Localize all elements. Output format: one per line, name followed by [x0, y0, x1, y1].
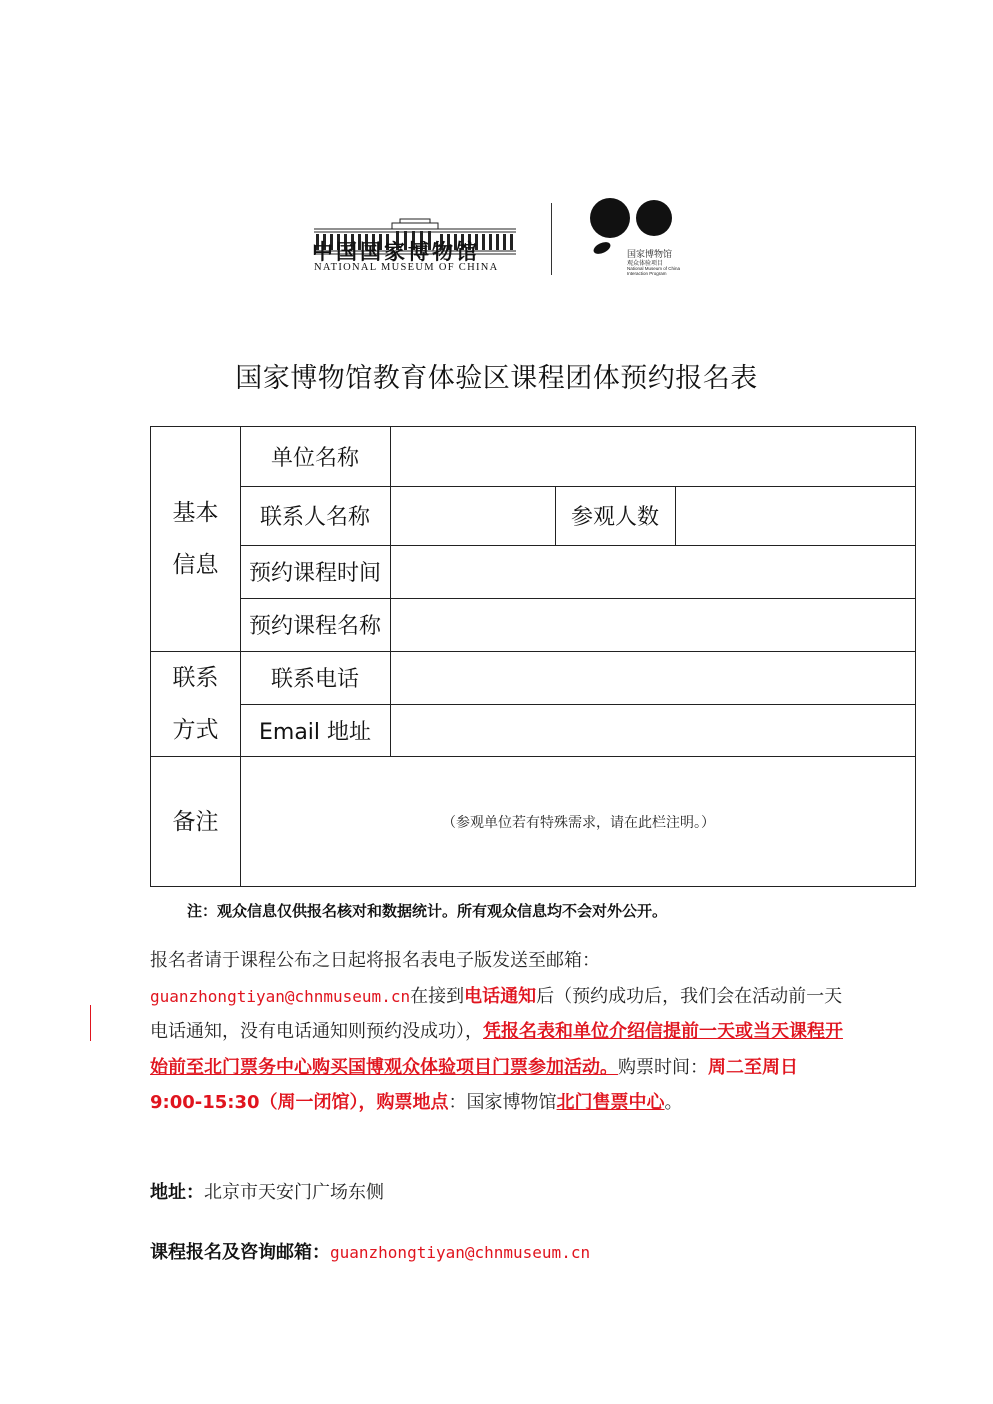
remarks-hint: （参观单位若有特殊需求，请在此栏注明。）: [442, 815, 715, 831]
section-basic-line1: 基本: [172, 500, 219, 526]
section-contact-line1: 联系: [172, 664, 219, 691]
instructions-text-1: 报名者请于课程公布之日起将报名表电子版发送至邮箱：: [150, 950, 600, 971]
museum-name-cn: 中国国家博物馆: [312, 240, 480, 264]
address-label: 地址：: [150, 1182, 204, 1203]
course-name-label: 预约课程名称: [248, 614, 381, 639]
remarks-value[interactable]: [241, 757, 916, 887]
visitor-count-label: 参观人数: [570, 505, 659, 530]
instructions-phone-notice: 电话通知: [464, 985, 537, 1007]
section-contact-method: [151, 651, 240, 756]
instructions-ticket-requirement: 凭报名表和单位介绍信提前一天或当天课程开始前至北门票务中心购买国博观众体验项目门票参加活动。: [150, 1021, 843, 1078]
logo-divider: [551, 203, 552, 275]
phone-label: 联系电话: [270, 667, 359, 692]
visitor-count-value[interactable]: [676, 486, 916, 545]
section-contact-line2: 方式: [172, 716, 219, 743]
unit-name-value[interactable]: [391, 427, 916, 486]
program-name-en: [627, 266, 680, 276]
instructions-email-link[interactable]: guanzhongtiyan@chnmuseum.cn: [150, 986, 411, 1006]
instructions-text-3: 后（预约成功后，我们会在活动前一天电话通知，没有电话通知则预约没成功），: [150, 985, 843, 1042]
program-name-en-line2: Interaction Program: [627, 271, 667, 276]
course-time-value[interactable]: [391, 545, 916, 598]
instructions-text-2: 在接到: [410, 985, 465, 1007]
revision-mark: [90, 1005, 91, 1041]
section-basic-line2: 信息: [172, 552, 219, 578]
contact-person-label: 联系人名称: [259, 505, 370, 530]
instructions-paragraph: [150, 943, 850, 1121]
registration-form-table: [150, 426, 916, 887]
course-time-label: 预约课程时间: [248, 561, 381, 586]
instructions-text-4: 购票时间：: [618, 1056, 708, 1078]
section-remarks: [151, 756, 240, 887]
privacy-note: 注：观众信息仅供报名核对和数据统计。所有观众信息均不会对外公开。: [187, 902, 668, 920]
email-label: Email 地址: [258, 719, 372, 745]
contact-email-label: 课程报名及咨询邮箱：: [150, 1242, 330, 1263]
section-remarks-label: 备注: [172, 808, 219, 835]
program-subtitle-cn: 观众体验项目: [627, 260, 664, 267]
program-name-en-line1: National Museum of China: [627, 266, 681, 271]
instructions-text-6: 。: [664, 1092, 683, 1113]
museum-name-en: NATIONAL MUSEUM OF CHINA: [314, 262, 499, 273]
section-basic-info: [151, 427, 240, 651]
page-title: 国家博物馆教育体验区课程团体预约报名表: [235, 363, 758, 394]
instructions-text-5: ：国家博物馆: [448, 1092, 557, 1113]
program-name-cn: 国家博物馆: [627, 250, 673, 260]
email-value[interactable]: [391, 704, 916, 756]
contact-person-value[interactable]: [391, 486, 555, 545]
course-name-value[interactable]: [391, 598, 916, 651]
address-value: 北京市天安门广场东侧: [204, 1182, 384, 1203]
contact-email-link[interactable]: guanzhongtiyan@chnmuseum.cn: [330, 1243, 591, 1262]
instructions-ticket-office: 北门售票中心: [556, 1092, 665, 1113]
phone-value[interactable]: [391, 651, 916, 704]
contact-email-line: [150, 1238, 590, 1264]
unit-name-label: 单位名称: [270, 446, 359, 471]
address-line: [150, 1178, 384, 1204]
instructions-ticket-hours: 周二至周日 9:00-15:30（周一闭馆），购票地点: [150, 1056, 798, 1113]
